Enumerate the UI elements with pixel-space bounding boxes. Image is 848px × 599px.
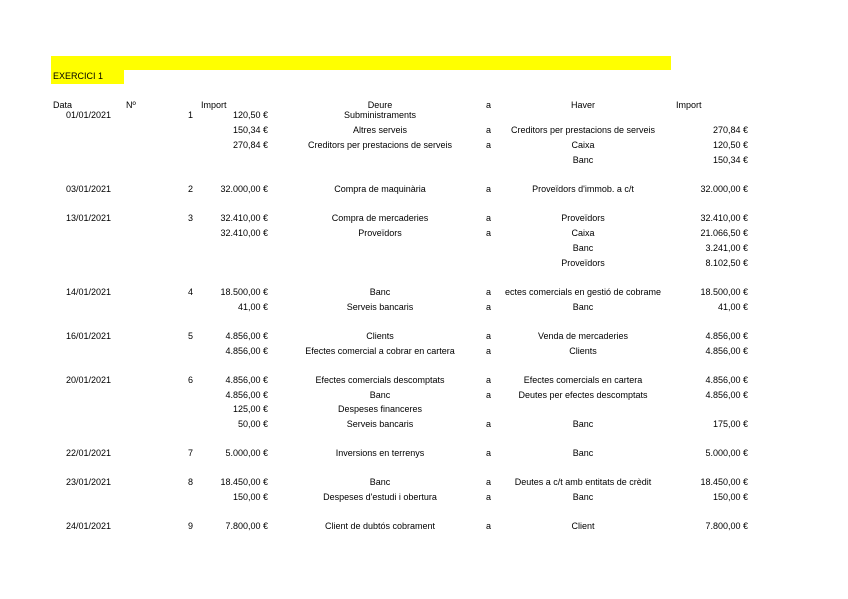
debit-amount: 4.856,00 €: [225, 346, 268, 356]
debit-amount: 4.856,00 €: [225, 331, 268, 341]
entry-number: 5: [188, 331, 194, 341]
credit-account: [494, 402, 672, 416]
credit-amount: 175,00 €: [712, 419, 748, 429]
to-marker: a: [486, 492, 492, 502]
to-marker: a: [486, 184, 492, 194]
credit-amount: 5.000,00 €: [705, 448, 748, 458]
credit-account: Banc: [572, 448, 594, 458]
credit-account: Banc: [572, 155, 594, 165]
entry-number: 1: [188, 110, 194, 120]
header-import: Import: [201, 100, 227, 110]
debit-amount: 5.000,00 €: [225, 448, 268, 458]
entry-date: 23/01/2021: [66, 477, 112, 487]
entry-date: 01/01/2021: [66, 110, 112, 120]
credit-amount: 32.000,00 €: [700, 184, 748, 194]
debit-account: Banc: [369, 477, 391, 487]
to-marker: a: [486, 331, 492, 341]
header-haver: Haver: [570, 100, 595, 110]
debit-amount: [200, 153, 268, 167]
debit-amount: 7.800,00 €: [225, 521, 268, 531]
debit-amount: 41,00 €: [237, 302, 268, 312]
entry-date: 13/01/2021: [66, 213, 112, 223]
credit-amount: 150,00 €: [712, 492, 748, 502]
to-marker: a: [486, 390, 492, 400]
debit-account: Banc: [369, 287, 391, 297]
credit-account: Creditors per prestacions de serveis: [510, 125, 656, 135]
debit-account: Client de dubtós cobrament: [324, 521, 436, 531]
debit-account: Efectes comercial a cobrar en cartera: [305, 346, 455, 356]
header-import-haver: Import: [676, 100, 702, 110]
debit-amount: 18.450,00 €: [220, 477, 268, 487]
debit-account: Efectes comercials descomptats: [315, 375, 445, 385]
debit-account: [282, 241, 478, 255]
debit-amount: 150,34 €: [232, 125, 268, 135]
credit-account: Caixa: [571, 140, 595, 150]
credit-account: ectes comercials en gestió de cobrame: [504, 287, 662, 297]
entry-date: 24/01/2021: [66, 521, 112, 531]
credit-account: Client: [571, 521, 595, 531]
entry-date: 22/01/2021: [66, 448, 112, 458]
debit-account: Serveis bancaris: [346, 302, 414, 312]
credit-account: Caixa: [571, 228, 595, 238]
credit-account: [494, 108, 672, 122]
debit-account: [282, 256, 478, 270]
credit-account: Clients: [569, 346, 597, 356]
credit-amount: 41,00 €: [717, 302, 748, 312]
to-marker: a: [486, 419, 492, 429]
entry-number: 8: [188, 477, 194, 487]
debit-account: Subministraments: [343, 110, 417, 120]
debit-amount: 4.856,00 €: [225, 375, 268, 385]
to-marker: a: [486, 302, 492, 312]
debit-account: Banc: [369, 390, 391, 400]
debit-amount: [200, 256, 268, 270]
debit-account: Despeses d'estudi i obertura: [323, 492, 437, 502]
entry-number: 2: [188, 184, 194, 194]
debit-amount: 50,00 €: [237, 419, 268, 429]
sheet-title: EXERCICI 1: [51, 69, 124, 84]
debit-amount: 150,00 €: [232, 492, 268, 502]
credit-amount: 4.856,00 €: [705, 331, 748, 341]
debit-amount: 32.000,00 €: [220, 184, 268, 194]
credit-amount: 120,50 €: [712, 140, 748, 150]
header-a: a: [486, 100, 492, 110]
credit-account: Banc: [572, 243, 594, 253]
credit-account: Banc: [572, 492, 594, 502]
debit-account: Despeses financeres: [337, 404, 423, 414]
entry-date: 20/01/2021: [66, 375, 112, 385]
to-marker: a: [486, 125, 492, 135]
credit-account: Deutes per efectes descomptats: [518, 390, 648, 400]
debit-amount: 120,50 €: [232, 110, 268, 120]
entry-date: 03/01/2021: [66, 184, 112, 194]
header-data: Data: [53, 100, 73, 110]
credit-amount: 3.241,00 €: [705, 243, 748, 253]
credit-amount: 18.500,00 €: [700, 287, 748, 297]
credit-amount: 21.066,50 €: [700, 228, 748, 238]
credit-amount: 32.410,00 €: [700, 213, 748, 223]
to-marker: a: [486, 477, 492, 487]
credit-amount: [672, 402, 748, 416]
to-marker: a: [486, 140, 492, 150]
credit-account: Venda de mercaderies: [537, 331, 629, 341]
entry-number: 3: [188, 213, 194, 223]
debit-amount: 125,00 €: [232, 404, 268, 414]
credit-amount: 4.856,00 €: [705, 346, 748, 356]
credit-account: Efectes comercials en cartera: [523, 375, 643, 385]
credit-account: Proveïdors d'immob. a c/t: [532, 184, 634, 194]
entry-number: 7: [188, 448, 194, 458]
credit-amount: 4.856,00 €: [705, 390, 748, 400]
debit-account: Compra de mercaderies: [331, 213, 429, 223]
debit-account: Inversions en terrenys: [335, 448, 425, 458]
to-marker: a: [486, 448, 492, 458]
debit-account: Creditors per prestacions de serveis: [307, 140, 453, 150]
header-deure: Deure: [367, 100, 393, 110]
debit-amount: 4.856,00 €: [225, 390, 268, 400]
credit-amount: 4.856,00 €: [705, 375, 748, 385]
credit-account: Proveïdors: [561, 258, 605, 268]
debit-amount: 32.410,00 €: [220, 228, 268, 238]
debit-account: Clients: [366, 331, 394, 341]
credit-amount: 18.450,00 €: [700, 477, 748, 487]
debit-amount: [200, 241, 268, 255]
to-marker: a: [486, 228, 492, 238]
title-highlight-bar: [51, 56, 671, 70]
to-marker: a: [486, 521, 492, 531]
debit-amount: 270,84 €: [232, 140, 268, 150]
credit-account: Banc: [572, 302, 594, 312]
to-marker: a: [486, 346, 492, 356]
debit-account: Serveis bancaris: [346, 419, 414, 429]
credit-amount: 7.800,00 €: [705, 521, 748, 531]
entry-number: 9: [188, 521, 194, 531]
debit-account: [282, 153, 478, 167]
credit-account: Proveïdors: [561, 213, 605, 223]
credit-amount: [672, 108, 748, 122]
entry-date: 14/01/2021: [66, 287, 112, 297]
credit-amount: 150,34 €: [712, 155, 748, 165]
entry-number: 4: [188, 287, 194, 297]
credit-amount: 8.102,50 €: [705, 258, 748, 268]
credit-account: Banc: [572, 419, 594, 429]
debit-amount: 18.500,00 €: [220, 287, 268, 297]
debit-account: Proveïdors: [358, 228, 402, 238]
entry-number: 6: [188, 375, 194, 385]
credit-amount: 270,84 €: [712, 125, 748, 135]
entry-date: 16/01/2021: [66, 331, 112, 341]
debit-account: Compra de maquinària: [334, 184, 426, 194]
debit-account: Altres serveis: [352, 125, 407, 135]
debit-amount: 32.410,00 €: [220, 213, 268, 223]
to-marker: a: [486, 213, 492, 223]
header-num: Nº: [126, 100, 136, 110]
to-marker: a: [486, 287, 492, 297]
credit-account: Deutes a c/t amb entitats de crèdit: [514, 477, 652, 487]
to-marker: a: [486, 375, 492, 385]
